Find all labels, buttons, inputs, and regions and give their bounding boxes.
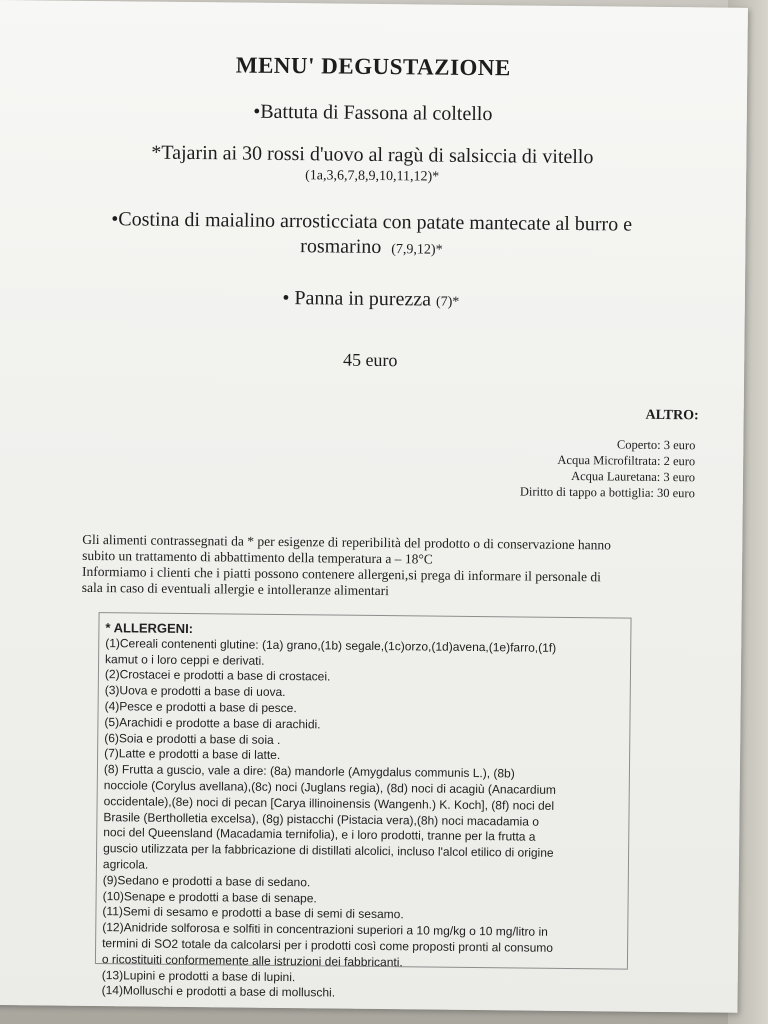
dish-allergen-codes: (7,9,12)* [391, 242, 443, 258]
allergen-line: occidentale),(8e) noci di pecan [Carya illinoinensis (Wangenh.) K. Koch], (8f) noci del [103, 793, 555, 813]
allergen-line: (8) Frutta a guscio, vale a dire: (8a) mandorle (Amygdalus communis L.), (8b) [103, 762, 515, 781]
allergen-line: (3)Uova e prodotti a base di uova. [104, 683, 286, 700]
notice-line: sala in caso di eventuali allergie e intolleranze alimentari [81, 579, 390, 599]
allergen-line: (14)Molluschi e prodotti a base di molluschi. [101, 983, 336, 1000]
allergen-line: (13)Lupini e prodotti a base di lupini. [101, 967, 296, 984]
dish-panna [0, 284, 745, 315]
dish-allergen-codes: (1a,3,6,7,8,9,10,11,12)* [305, 168, 440, 185]
allergen-line: (12)Anidride solforosa e solfiti in concentrazioni superiori a 10 mg/kg o 10 mg/litro in [102, 920, 548, 939]
allergen-notice [82, 532, 683, 602]
extra-item-diritto-tappo: Diritto di tappo a bottiglia: 30 euro [519, 484, 695, 501]
extra-item-acqua-microfiltrata: Acqua Microfiltrata: 2 euro [557, 452, 696, 469]
dish-tajarin [0, 140, 746, 189]
allergen-line: (6)Soia e prodotti a base di soia . [104, 730, 281, 747]
extra-item-coperto: Coperto: 3 euro [616, 437, 696, 453]
allergen-line: (10)Senape e prodotti a base di senape. [102, 888, 317, 905]
allergen-line: termini di SO2 totale da calcolarsi per i prodotti così come proposti pronti al consumo [102, 936, 554, 955]
allergen-line: agricola. [102, 857, 149, 872]
menu-price: 45 euro [342, 349, 398, 371]
dish-battuta [0, 98, 747, 129]
allergen-line: (5)Arachidi e prodotte a base di arachidi. [104, 714, 321, 732]
notice-line: subito un trattamento di abbattimento della temperatura a – 18°C [82, 547, 433, 567]
dish-text-line1: •Costina di maialino arrosticciata con patate mantecate al burro e [111, 208, 633, 236]
allergen-line: (7)Latte e prodotti a base di latte. [104, 746, 281, 763]
altro-heading: ALTRO: [645, 407, 699, 424]
menu-title: MENU' DEGUSTAZIONE [235, 52, 511, 81]
allergen-line: kamut o i loro ceppi e derivati. [105, 651, 265, 668]
dish-allergen-codes: (7)* [435, 294, 460, 310]
dish-text: • Panna in purezza [282, 286, 432, 311]
dish-text-line2: rosmarino [300, 235, 382, 259]
allergen-line: (1)Cereali contenenti glutine: (1a) grano,(1b) segale,(1c)orzo,(1d)avena,(1e)farro,(1f) [105, 635, 557, 655]
allergen-line: (11)Semi di sesamo e prodotti a base di semi di sesamo. [102, 904, 404, 922]
allergen-line: guscio utilizzata per la fabbricazione di distillati alcolici, incluso l'alcol etilico di origine [103, 841, 554, 860]
allergen-line: noci del Queensland (Macadamia ternifolia), e i loro prodotti, tranne per la frutta a [103, 825, 536, 845]
allergen-line: nocciole (Corylus avellana),(8c) noci (Juglans regia), (8d) noci di acagiù (Anacardium [103, 778, 557, 797]
allergen-line: (4)Pesce e prodotti a base di pesce. [104, 699, 297, 716]
notice-line: Informiamo i clienti che i piatti possono contenere allergeni,si prega di informare il personale di [81, 563, 602, 585]
dish-costina [0, 206, 746, 266]
extras-list [520, 435, 696, 501]
allergen-line: o ricostituiti conformemente alle istruzioni dei fabbricanti. [101, 951, 403, 970]
allergen-line: (9)Sedano e prodotti a base di sedano. [102, 872, 311, 890]
extra-item-acqua-lauretana: Acqua Lauretana: 3 euro [571, 469, 696, 485]
allergen-line: (2)Crostacei e prodotti a base di crostacei. [104, 667, 331, 684]
dish-text: •Battuta di Fassona al coltello [253, 100, 493, 126]
allergens-title: * ALLERGENI: [105, 620, 194, 637]
dish-text: *Tajarin ai 30 rossi d'uovo al ragù di salsiccia di vitello [151, 141, 594, 169]
allergens-box [95, 612, 632, 1000]
allergen-line: Brasile (Bertholletia excelsa), (8g) pistacchi (Pistacia vera),(8h) noci macadamia o [103, 809, 540, 829]
notice-line: Gli alimenti contrassegnati da * per esigenze di reperibilità del prodotto o di conservazione hanno [82, 531, 611, 553]
